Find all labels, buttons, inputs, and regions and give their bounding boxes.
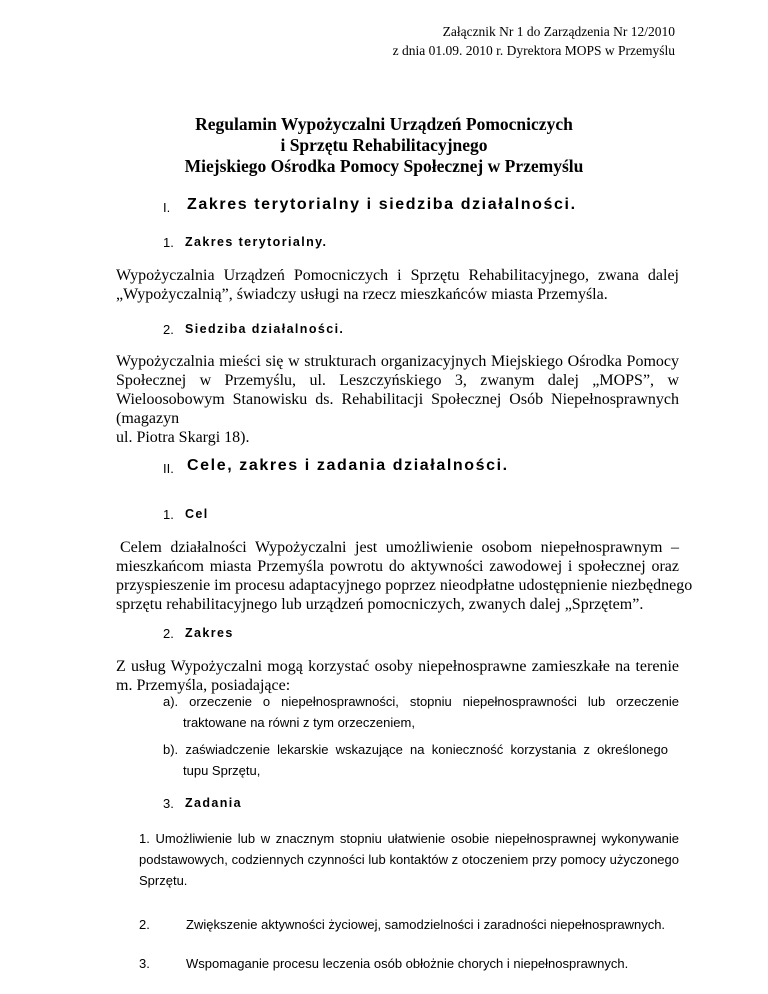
- section-2-title: Cele, zakres i zadania działalności.: [187, 457, 509, 474]
- attachment-header: [393, 22, 675, 60]
- paragraph-line: (magazyn: [116, 410, 180, 427]
- paragraph-scope: [116, 657, 679, 695]
- list-item-line: traktowane na równi z tym orzeczeniem,: [183, 715, 415, 730]
- section-2-number: II.: [163, 461, 174, 476]
- section-1-title: Zakres terytorialny i siedziba działalności.: [187, 196, 577, 213]
- list-item-line: b). zaświadczenie lekarskie wskazujące na konieczność korzystania z określonego: [163, 742, 668, 757]
- list-item-line: 1. Umożliwienie lub w znacznym stopniu ułatwienie osobie niepełnosprawnej wykonywanie: [139, 831, 679, 846]
- paragraph-goal: [116, 538, 693, 614]
- paragraph-line: ul. Piotra Skargi 18).: [116, 429, 250, 446]
- paragraph-headquarters: [116, 352, 679, 447]
- paragraph-line: Celem działalności Wypożyczalni jest umożliwienie osobom niepełnosprawnym –: [120, 539, 679, 556]
- subsection-1-1-number: 1.: [163, 235, 174, 250]
- task-item-1: [139, 828, 679, 891]
- list-item-line: tupu Sprzętu,: [183, 763, 261, 778]
- paragraph-line: przyspieszenie im procesu adaptacyjnego poprzez nieodpłatne udostępnienie niezbędnego: [116, 577, 693, 594]
- task-item-2-text: Zwiększenie aktywności życiowej, samodzielności i zaradności niepełnosprawnych.: [186, 917, 666, 932]
- list-item-line: a). orzeczenie o niepełnosprawności, stopniu niepełnosprawności lub orzeczenie: [163, 694, 679, 709]
- header-line-1: Załącznik Nr 1 do Zarządzenia Nr 12/2010: [442, 24, 675, 39]
- paragraph-line: sprzętu rehabilitacyjnego lub urządzeń pomocniczych, zwanych dalej „Sprzętem”.: [116, 596, 644, 613]
- list-item-line: podstawowych, codziennych czynności lub kontaktów z otoczeniem przy pomocy użyczonego: [139, 852, 679, 867]
- paragraph-line: m. Przemyśla, posiadające:: [116, 677, 291, 694]
- paragraph-line: Wypożyczalnia Urządzeń Pomocniczych i Sprzętu Rehabilitacyjnego, zwana dalej: [116, 267, 679, 284]
- title-line-2: i Sprzętu Rehabilitacyjnego: [280, 135, 488, 155]
- header-line-2: z dnia 01.09. 2010 r. Dyrektora MOPS w Przemyślu: [392, 43, 675, 58]
- subsection-2-1-number: 1.: [163, 507, 174, 522]
- paragraph-line: Wypożyczalnia mieści się w strukturach organizacyjnych Miejskiego Ośrodka Pomocy: [116, 353, 679, 370]
- paragraph-line: „Wypożyczalnią”, świadczy usługi na rzecz mieszkańców miasta Przemyśla.: [116, 286, 608, 303]
- task-item-3-text: Wspomaganie procesu leczenia osób obłożnie chorych i niepełnosprawnych.: [186, 956, 629, 971]
- subsection-2-1-title: Cel: [185, 507, 209, 521]
- subsection-1-2-title: Siedziba działalności.: [185, 322, 345, 336]
- title-line-3: Miejskiego Ośrodka Pomocy Społecznej w Przemyślu: [184, 156, 584, 176]
- eligibility-item-a: [163, 691, 679, 733]
- title-line-1: Regulamin Wypożyczalni Urządzeń Pomocniczych: [195, 114, 573, 134]
- task-item-2-number: 2.: [139, 917, 150, 932]
- paragraph-line: Z usług Wypożyczalni mogą korzystać osoby niepełnosprawne zamieszkałe na terenie: [116, 658, 679, 675]
- subsection-2-2-title: Zakres: [185, 626, 234, 640]
- subsection-2-2-number: 2.: [163, 626, 174, 641]
- subsection-2-3-title: Zadania: [185, 796, 243, 810]
- paragraph-line: mieszkańcom miasta Przemyśla powrotu do aktywności zawodowej i społecznej oraz: [116, 558, 679, 575]
- paragraph-line: Społecznej w Przemyślu, ul. Leszczyńskiego 3, zwanym dalej „MOPS”, w: [116, 372, 679, 389]
- subsection-2-3-number: 3.: [163, 796, 174, 811]
- list-item-line: Sprzętu.: [139, 873, 188, 888]
- paragraph-line: Wieloosobowym Stanowisku ds. Rehabilitacji Społecznej Osób Niepełnosprawnych: [116, 391, 679, 408]
- task-item-3-number: 3.: [139, 956, 150, 971]
- document-title: [0, 114, 768, 177]
- paragraph-territorial-scope: [116, 266, 679, 304]
- eligibility-item-b: [163, 739, 668, 781]
- subsection-1-1-title: Zakres terytorialny.: [185, 235, 328, 249]
- subsection-1-2-number: 2.: [163, 322, 174, 337]
- section-1-number: I.: [163, 200, 171, 215]
